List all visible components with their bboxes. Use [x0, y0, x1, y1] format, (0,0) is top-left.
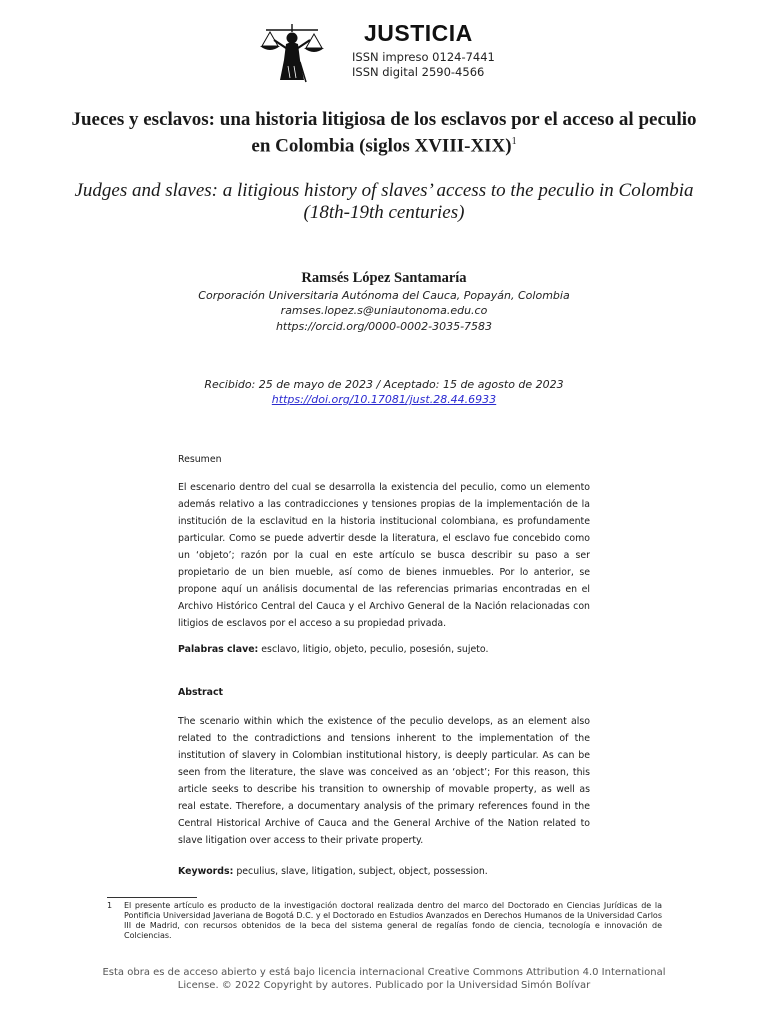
- author-email[interactable]: ramses.lopez.s@uniautonoma.edu.co: [280, 304, 488, 317]
- resumen-keywords: [178, 644, 590, 655]
- received-accepted-dates: Recibido: 25 de mayo de 2023 / Aceptado: 15 de agosto de 2023: [204, 378, 564, 391]
- resumen-text: El escenario dentro del cual se desarrolla la existencia del peculio, como un elemento además relativo a las contradicciones y tensiones propias de la implementación de la institución de la esclavitud en la historia institucional colombiana, es profundamente particular. Como se puede advertir desde la literatura, el esclavo fue concebido como un ‘objeto’; razón por la cual en este artículo se busca describir su paso a ser propietario de un bien mueble, así como de bienes inmuebles. Por lo anterior, se propone aquí un análisis documental de las referencias primarias encontradas en el Archivo Histórico Central del Cauca y el Archivo General de la Nación relacionadas con litigios de esclavos por el acceso a su propiedad privada.: [178, 482, 590, 629]
- footnote-number: 1: [107, 901, 113, 910]
- license-notice: Esta obra es de acceso abierto y está bajo licencia internacional Creative Commons Attribution 4.0 International License. © 2022 Copyright by autores. Publicado por la Universidad Simón Bolívar: [102, 967, 666, 991]
- journal-name: JUSTICIA: [364, 20, 473, 46]
- abstract-heading: Abstract: [178, 687, 224, 698]
- doi-link[interactable]: https://doi.org/10.17081/just.28.44.6933: [271, 393, 497, 406]
- issn-print: ISSN impreso 0124-7441: [352, 50, 495, 64]
- keywords-en: peculius, slave, litigation, subject, object, possession.: [233, 866, 488, 877]
- author-name: Ramsés López Santamaría: [301, 270, 467, 286]
- author-orcid[interactable]: https://orcid.org/0000-0002-3035-7583: [275, 320, 493, 333]
- title-es-text: Jueces y esclavos: una historia litigiosa de los esclavos por el acceso al peculio en Colombia (siglos XVIII-XIX): [71, 109, 697, 157]
- title-footnote-mark[interactable]: 1: [511, 136, 517, 147]
- footnote-rule: [107, 897, 197, 898]
- abstract-keywords: [178, 866, 590, 877]
- author-affiliation: Corporación Universitaria Autónoma del Cauca, Popayán, Colombia: [198, 289, 570, 302]
- article-title-spanish: [60, 109, 708, 157]
- footnote: [107, 901, 662, 941]
- journal-header: [260, 18, 560, 84]
- abstract-text: The scenario within which the existence of the peculio develops, as an element also related to the contradictions and tensions inherent to the implementation of the institution of slavery in Colombian institutional history, is deeply particular. As can be seen from the literature, the slave was conceived as an ‘object’; For this reason, this article seeks to describe his transition to ownership of movable property, as well as real estate. Therefore, a documentary analysis of the primary references found in the Central Historical Archive of Cauca and the General Archive of the Nation related to slave litigation over access to their private property.: [178, 716, 590, 846]
- justice-figure-icon: [260, 18, 324, 84]
- keywords-label-en: Keywords:: [178, 866, 234, 877]
- resumen-heading: Resumen: [178, 454, 222, 465]
- keywords-label-es: Palabras clave:: [178, 644, 259, 655]
- keywords-es: esclavo, litigio, objeto, peculio, posesión, sujeto.: [258, 644, 489, 655]
- article-title-english: Judges and slaves: a litigious history of slaves’ access to the peculio in Colombia (18th-19th centuries): [74, 180, 694, 223]
- footnote-text: El presente artículo es producto de la investigación doctoral realizada dentro del marco del Doctorado en Ciencias Jurídicas de la Pontificia Universidad Javeriana de Bogotá D.C. y el Doctorado en Estudios Avanzados en Derechos Humanos de la Universidad Carlos III de Madrid, con recursos obtenidos de la beca del sistema general de regalías fondo de ciencia, tecnología e innovación de Colciencias.: [124, 901, 662, 940]
- issn-digital: ISSN digital 2590-4566: [352, 65, 485, 79]
